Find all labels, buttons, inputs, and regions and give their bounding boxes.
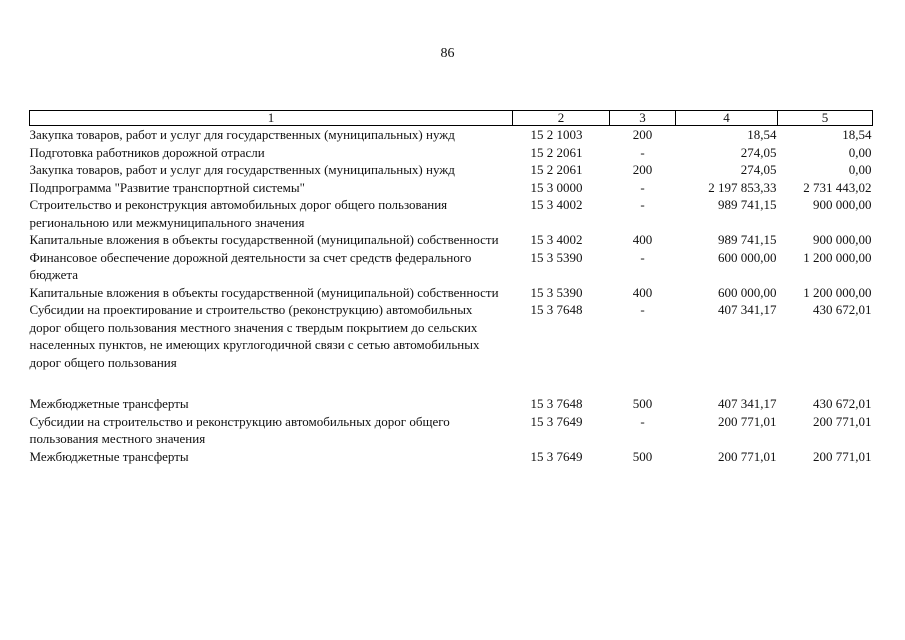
row-sum-2: 0,00 (848, 144, 872, 160)
row-sum-1: 200 771,01 (718, 448, 777, 464)
row-sum-2: 200 771,01 (813, 413, 872, 429)
row-expense-type: - (640, 144, 645, 160)
page-number: 86 (440, 46, 455, 61)
table-row (30, 126, 873, 144)
row-code: 15 3 7648 (530, 396, 583, 411)
row-name: Подпрограмма "Развитие транспортной системы" (29, 179, 305, 195)
table-row (30, 284, 873, 302)
row-sum-2: 200 771,01 (813, 448, 872, 464)
table-row (30, 395, 873, 413)
row-code: 15 2 1003 (530, 127, 583, 142)
table-row (30, 231, 873, 249)
row-sum-1: 274,05 (740, 162, 777, 177)
header-row (30, 111, 873, 126)
row-sum-1: 989 741,15 (718, 232, 777, 247)
row-sum-1: 200 771,01 (718, 413, 777, 429)
row-name: Межбюджетные трансферты (29, 396, 189, 411)
row-expense-type: - (640, 249, 645, 265)
row-code: 15 3 4002 (530, 197, 583, 212)
row-sum-2: 430 672,01 (813, 396, 872, 411)
row-sum-1: 989 741,15 (718, 197, 777, 212)
row-code: 15 2 2061 (530, 144, 583, 160)
budget-table (29, 110, 873, 465)
column-header-code: 2 (513, 111, 610, 126)
row-expense-type: 400 (632, 232, 653, 247)
row-expense-type: 400 (632, 284, 653, 300)
row-sum-1: 18,54 (747, 127, 777, 142)
table-row (30, 413, 873, 448)
table-row (30, 448, 873, 466)
column-header-expense-type: 3 (610, 111, 676, 126)
row-name: Закупка товаров, работ и услуг для государственных (муниципальных) нужд (29, 162, 455, 177)
row-code: 15 3 5390 (530, 284, 583, 300)
row-sum-1: 274,05 (740, 144, 777, 160)
row-expense-type: 500 (632, 396, 653, 411)
spacer-row (30, 371, 873, 395)
column-header-sum-1: 4 (676, 111, 778, 126)
row-expense-type: - (640, 413, 645, 429)
row-sum-1: 600 000,00 (718, 284, 777, 300)
row-name: Капитальные вложения в объекты государственной (муниципальной) собственности (29, 284, 499, 300)
row-code: 15 3 4002 (530, 232, 583, 247)
table-row (30, 196, 873, 231)
table-row (30, 249, 873, 284)
table-row (30, 144, 873, 162)
row-expense-type: 200 (632, 162, 653, 177)
row-code: 15 3 0000 (530, 179, 583, 195)
row-code: 15 3 7648 (530, 302, 583, 317)
row-code: 15 3 7649 (530, 448, 583, 464)
row-name: Межбюджетные трансферты (29, 448, 189, 464)
row-sum-1: 407 341,17 (718, 396, 777, 411)
column-header-name: 1 (30, 111, 513, 126)
row-name: Закупка товаров, работ и услуг для государственных (муниципальных) нужд (29, 127, 455, 142)
row-code: 15 3 5390 (530, 249, 583, 265)
row-name: Строительство и реконструкция автомобильных дорог общего пользования региональною или межмуниципального значения (29, 197, 448, 230)
row-sum-2: 2 731 443,02 (803, 179, 872, 195)
row-sum-1: 600 000,00 (718, 249, 777, 265)
table-row (30, 179, 873, 197)
row-expense-type: - (640, 302, 645, 317)
row-code: 15 2 2061 (530, 162, 583, 177)
table-row (30, 161, 873, 179)
table-row (30, 301, 873, 371)
row-name: Субсидии на строительство и реконструкцию автомобильных дорог общего пользования местного значения (29, 413, 450, 446)
row-expense-type: - (640, 197, 645, 212)
row-sum-2: 430 672,01 (813, 302, 872, 317)
row-sum-2: 0,00 (848, 162, 872, 177)
row-sum-1: 2 197 853,33 (708, 179, 777, 195)
row-name: Подготовка работников дорожной отрасли (29, 144, 265, 160)
row-sum-2: 900 000,00 (813, 197, 872, 212)
row-name: Субсидии на проектирование и строительство (реконструкцию) автомобильных дорог общего пользования местного значения с твердым покрытием до сельских населенных пунктов, не имеющих круглогодичной связи с сетью автомобильных дорог общего пользования (29, 302, 480, 370)
spacer-cell (30, 371, 873, 395)
row-expense-type: 200 (632, 127, 653, 142)
row-name: Капитальные вложения в объекты государственной (муниципальной) собственности (29, 232, 499, 247)
row-sum-2: 18,54 (842, 127, 872, 142)
row-sum-1: 407 341,17 (718, 302, 777, 317)
row-name: Финансовое обеспечение дорожной деятельности за счет средств федерального бюджета (29, 249, 472, 282)
row-sum-2: 1 200 000,00 (803, 249, 872, 265)
row-sum-2: 900 000,00 (813, 232, 872, 247)
row-expense-type: 500 (632, 448, 653, 464)
row-sum-2: 1 200 000,00 (803, 284, 872, 300)
column-header-sum-2: 5 (778, 111, 873, 126)
row-expense-type: - (640, 179, 645, 195)
row-code: 15 3 7649 (530, 413, 583, 429)
